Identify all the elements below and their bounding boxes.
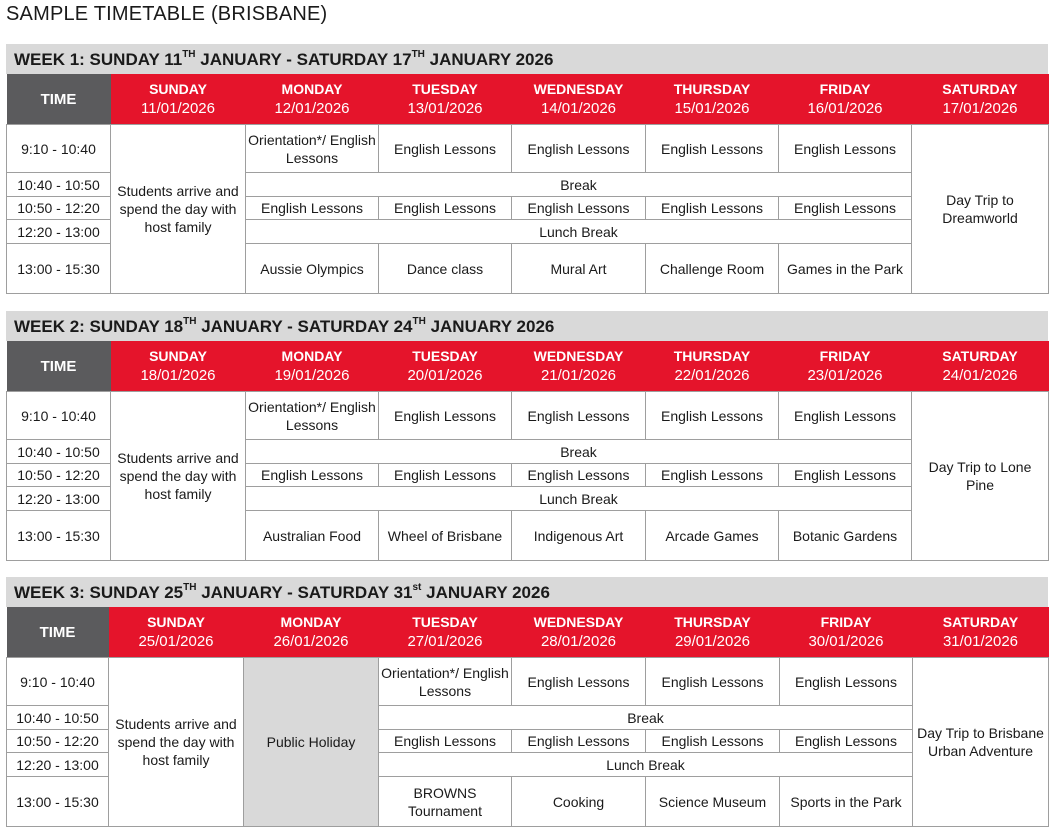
lesson-cell: English Lessons xyxy=(646,730,780,753)
lesson-cell: English Lessons xyxy=(512,392,646,440)
time-header: TIME xyxy=(7,341,111,392)
lesson-cell: English Lessons xyxy=(646,125,779,173)
day-header: THURSDAY 29/01/2026 xyxy=(646,607,780,658)
lesson-cell: English Lessons xyxy=(646,197,779,220)
table-row xyxy=(7,125,1049,173)
day-header: FRIDAY 16/01/2026 xyxy=(779,74,912,125)
lesson-cell: English Lessons xyxy=(646,464,779,487)
time-slot: 10:50 - 12:20 xyxy=(7,730,109,753)
saturday-activity: Day Trip to Brisbane Urban Adventure xyxy=(913,658,1049,827)
lesson-cell: English Lessons xyxy=(512,464,646,487)
week-2-section xyxy=(6,311,1048,561)
lesson-cell: English Lessons xyxy=(379,730,512,753)
lesson-cell: English Lessons xyxy=(512,658,646,706)
lesson-cell: English Lessons xyxy=(246,197,379,220)
day-header: SUNDAY 11/01/2026 xyxy=(111,74,246,125)
lesson-cell: Orientation*/ English Lessons xyxy=(379,658,512,706)
time-slot: 10:40 - 10:50 xyxy=(7,706,109,730)
sunday-activity: Students arrive and spend the day with host family xyxy=(109,658,244,827)
day-header: TUESDAY 20/01/2026 xyxy=(379,341,512,392)
day-header: MONDAY 19/01/2026 xyxy=(246,341,379,392)
lunch-cell: Lunch Break xyxy=(246,487,912,511)
timetable xyxy=(6,341,1049,561)
day-header: SATURDAY 17/01/2026 xyxy=(912,74,1049,125)
sunday-activity: Students arrive and spend the day with host family xyxy=(111,125,246,294)
header-row xyxy=(7,74,1049,125)
activity-cell: Indigenous Art xyxy=(512,511,646,561)
lesson-cell: English Lessons xyxy=(246,464,379,487)
activity-cell: Botanic Gardens xyxy=(779,511,912,561)
lunch-cell: Lunch Break xyxy=(379,753,913,777)
week-banner: WEEK 2: SUNDAY 18TH JANUARY - SATURDAY 24TH JANUARY 2026 xyxy=(6,311,1048,341)
activity-cell: Challenge Room xyxy=(646,244,779,294)
lesson-cell: English Lessons xyxy=(780,730,913,753)
time-slot: 12:20 - 13:00 xyxy=(7,487,111,511)
week-1-section xyxy=(6,44,1048,294)
day-header: WEDNESDAY 28/01/2026 xyxy=(512,607,646,658)
time-slot: 13:00 - 15:30 xyxy=(7,244,111,294)
time-slot: 13:00 - 15:30 xyxy=(7,511,111,561)
day-header: WEDNESDAY 21/01/2026 xyxy=(512,341,646,392)
time-slot: 10:50 - 12:20 xyxy=(7,197,111,220)
time-slot: 12:20 - 13:00 xyxy=(7,220,111,244)
time-slot: 10:50 - 12:20 xyxy=(7,464,111,487)
lesson-cell: English Lessons xyxy=(779,392,912,440)
activity-cell: BROWNS Tournament xyxy=(379,777,512,827)
day-header: SUNDAY 25/01/2026 xyxy=(109,607,244,658)
day-header: MONDAY 12/01/2026 xyxy=(246,74,379,125)
time-slot: 9:10 - 10:40 xyxy=(7,658,109,706)
day-header: TUESDAY 27/01/2026 xyxy=(379,607,512,658)
lesson-cell: English Lessons xyxy=(379,464,512,487)
lesson-cell: English Lessons xyxy=(779,125,912,173)
activity-cell: Arcade Games xyxy=(646,511,779,561)
timetable xyxy=(6,74,1049,294)
day-header: FRIDAY 30/01/2026 xyxy=(780,607,913,658)
day-header: THURSDAY 22/01/2026 xyxy=(646,341,779,392)
header-row xyxy=(7,341,1049,392)
time-header: TIME xyxy=(7,607,109,658)
day-header: SUNDAY 18/01/2026 xyxy=(111,341,246,392)
activity-cell: Dance class xyxy=(379,244,512,294)
lunch-cell: Lunch Break xyxy=(246,220,912,244)
week-banner: WEEK 1: SUNDAY 11TH JANUARY - SATURDAY 17TH JANUARY 2026 xyxy=(6,44,1048,74)
timetable xyxy=(6,607,1049,827)
day-header: MONDAY 26/01/2026 xyxy=(244,607,379,658)
time-slot: 10:40 - 10:50 xyxy=(7,440,111,464)
lesson-cell: English Lessons xyxy=(646,392,779,440)
day-header: WEDNESDAY 14/01/2026 xyxy=(512,74,646,125)
activity-cell: Science Museum xyxy=(646,777,780,827)
table-row xyxy=(7,658,1049,706)
day-header: FRIDAY 23/01/2026 xyxy=(779,341,912,392)
lesson-cell: English Lessons xyxy=(512,197,646,220)
day-header: SATURDAY 31/01/2026 xyxy=(913,607,1049,658)
activity-cell: Cooking xyxy=(512,777,646,827)
activity-cell: Wheel of Brisbane xyxy=(379,511,512,561)
lesson-cell: Orientation*/ English Lessons xyxy=(246,125,379,173)
lesson-cell: English Lessons xyxy=(646,658,780,706)
day-header: SATURDAY 24/01/2026 xyxy=(912,341,1049,392)
lesson-cell: English Lessons xyxy=(512,730,646,753)
time-slot: 9:10 - 10:40 xyxy=(7,392,111,440)
time-slot: 9:10 - 10:40 xyxy=(7,125,111,173)
lesson-cell: English Lessons xyxy=(379,392,512,440)
break-cell: Break xyxy=(379,706,913,730)
activity-cell: Mural Art xyxy=(512,244,646,294)
saturday-activity: Day Trip to Lone Pine xyxy=(912,392,1049,561)
activity-cell: Sports in the Park xyxy=(780,777,913,827)
public-holiday-cell: Public Holiday xyxy=(244,658,379,827)
lesson-cell: English Lessons xyxy=(779,197,912,220)
page-title: SAMPLE TIMETABLE (BRISBANE) xyxy=(6,3,328,25)
activity-cell: Australian Food xyxy=(246,511,379,561)
time-header: TIME xyxy=(7,74,111,125)
day-header: TUESDAY 13/01/2026 xyxy=(379,74,512,125)
saturday-activity: Day Trip to Dreamworld xyxy=(912,125,1049,294)
time-slot: 13:00 - 15:30 xyxy=(7,777,109,827)
lesson-cell: English Lessons xyxy=(379,197,512,220)
break-cell: Break xyxy=(246,173,912,197)
day-header: THURSDAY 15/01/2026 xyxy=(646,74,779,125)
lesson-cell: English Lessons xyxy=(780,658,913,706)
week-3-section xyxy=(6,577,1048,827)
header-row xyxy=(7,607,1049,658)
table-row xyxy=(7,392,1049,440)
week-banner: WEEK 3: SUNDAY 25TH JANUARY - SATURDAY 31st JANUARY 2026 xyxy=(6,577,1048,607)
lesson-cell: English Lessons xyxy=(512,125,646,173)
activity-cell: Aussie Olympics xyxy=(246,244,379,294)
break-cell: Break xyxy=(246,440,912,464)
time-slot: 10:40 - 10:50 xyxy=(7,173,111,197)
lesson-cell: English Lessons xyxy=(779,464,912,487)
sunday-activity: Students arrive and spend the day with host family xyxy=(111,392,246,561)
activity-cell: Games in the Park xyxy=(779,244,912,294)
lesson-cell: Orientation*/ English Lessons xyxy=(246,392,379,440)
lesson-cell: English Lessons xyxy=(379,125,512,173)
time-slot: 12:20 - 13:00 xyxy=(7,753,109,777)
